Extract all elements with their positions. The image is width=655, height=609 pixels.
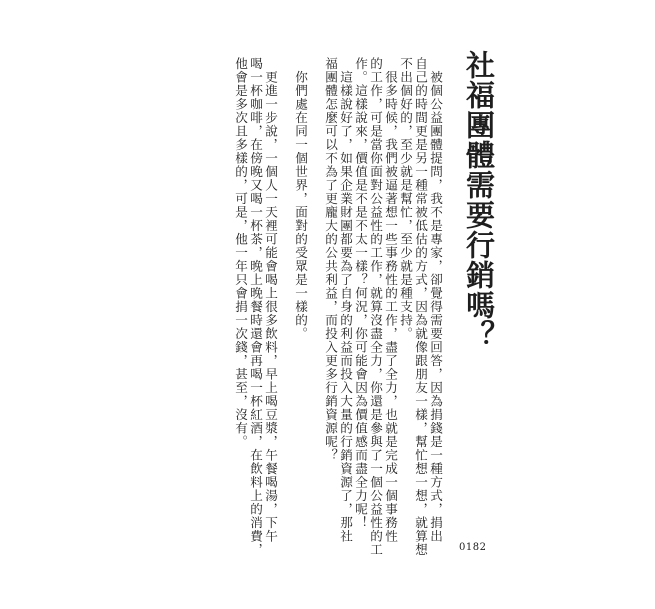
body-text-column: 福團體怎麼可以不為了更龐大的公共利益，而投入更多行銷資源呢？ [323,57,338,462]
body-text-column: 喝一杯咖啡，在傍晚又喝一杯茶，晚上晚餐時還會再喝一杯紅酒，在飲料上的消費， [248,57,263,557]
body-text-column: 他會是多次且多樣的，可是，他一年只會捐一次錢，甚至，沒有。 [233,57,248,449]
body-text-column: 自己的時間更是另一種常被低估的方式，因為就像跟朋友一樣，幫忙想一想，就算想 [413,57,428,557]
body-text-column: 你們處在同一個世界，面對的受眾是一樣的。 [293,57,308,341]
body-text-column: 很多時候，我們被逼著想一些事務性的工作，盡了全力，也就是完成一個事務性 [383,57,398,543]
body-text-column: 這樣說好了，如果企業財團都要為了自身的利益而投入大量的行銷資源了，那社 [338,57,353,543]
body-text-column: 不出個好的，至少就是幫忙，至少就是種支持。 [398,57,413,341]
page-title: 社福團體需要行銷嗎？ [462,50,496,350]
body-text-column: 作。這樣說來，價值是不是不太一樣？何況，你可能會因為價值感而盡全力呢！ [353,57,368,530]
page-number: 0182 [459,542,487,553]
body-text-column: 更進一步說，一個人一天裡可能會喝上很多飲料，早上喝豆漿，午餐喝湯，下午 [263,57,278,543]
body-text-column: 的工作，可是當你面對公益性的工作，就算沒盡全力，你還是參與了一個公益性的工 [368,57,383,557]
body-text-column: 被個公益團體提問，我不是專家，卻覺得需要回答，因為捐錢是一種方式，捐出 [428,57,443,543]
